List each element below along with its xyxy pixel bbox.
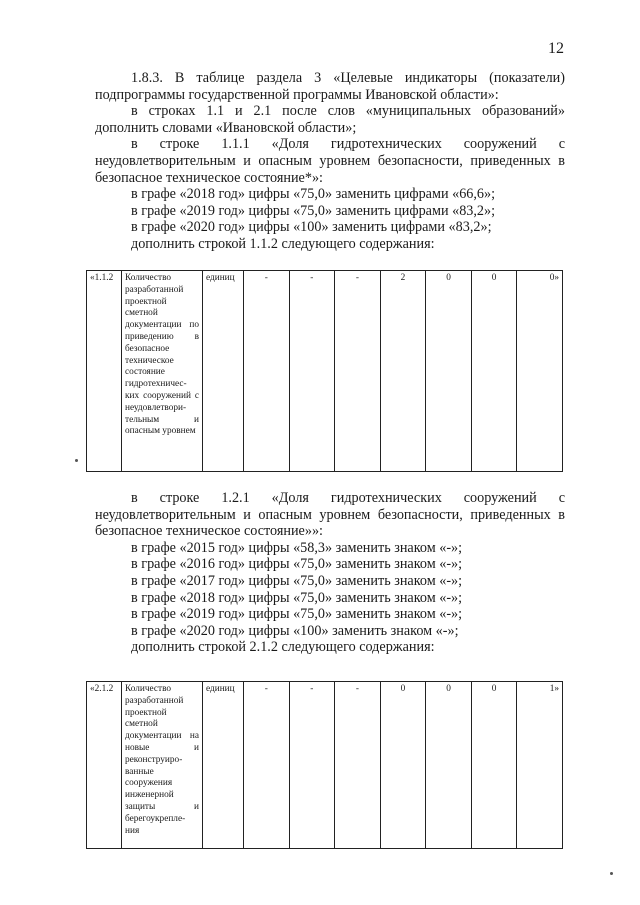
text-line: дополнить словами «Ивановской области»; — [95, 119, 357, 136]
value-cell: 0» — [517, 271, 563, 472]
scan-speck — [610, 872, 613, 875]
value-cell: - — [335, 682, 381, 849]
value-cell: - — [244, 271, 290, 472]
text-line: в строке 1.1.1 «Доля гидротехнических сооружений с — [131, 136, 565, 153]
value-cell: - — [289, 271, 335, 472]
text-line: в графе «2018 год» цифры «75,0» заменить цифрами «66,6»; — [131, 186, 496, 203]
indicator-name: Количество разработанной проектной сметной документации по приведению в безопасное техническое состояние гидротехничес-ких сооружений с неудовлетвори-тельным и опасным уровнем — [122, 271, 203, 472]
row-code: «1.1.2 — [87, 271, 122, 472]
text-line: в графе «2020 год» цифры «100» заменить знаком «-»; — [131, 622, 459, 639]
text-line: неудовлетворительным и опасным уровнем безопасности, приведенных в — [95, 152, 565, 169]
text-line: в графе «2018 год» цифры «75,0» заменить знаком «-»; — [131, 589, 463, 606]
text-line: неудовлетворительным и опасным уровнем безопасности, приведенных в — [95, 506, 565, 523]
table-row — [87, 271, 563, 472]
indicator-table-row-1-1-2 — [86, 270, 563, 472]
text-line: в строке 1.2.1 «Доля гидротехнических сооружений с — [131, 490, 565, 506]
value-cell: 1» — [517, 682, 563, 849]
indicator-table-row-2-1-2 — [86, 681, 563, 849]
text-line: в графе «2017 год» цифры «75,0» заменить знаком «-»; — [131, 572, 463, 589]
row-code: «2.1.2 — [87, 682, 122, 849]
text-line: 1.8.3. В таблице раздела 3 «Целевые индикаторы (показатели) — [131, 70, 565, 86]
value-cell: 0 — [426, 682, 472, 849]
unit-cell: единиц — [203, 682, 244, 849]
value-cell: 0 — [471, 682, 517, 849]
value-cell: 0 — [380, 682, 426, 849]
value-cell: - — [244, 682, 290, 849]
value-cell: 0 — [471, 271, 517, 472]
text-line: в графе «2020 год» цифры «100» заменить цифрами «83,2»; — [131, 219, 492, 236]
value-cell: 0 — [426, 271, 472, 472]
value-cell: - — [335, 271, 381, 472]
text-line: безопасное техническое состояние*»: — [95, 169, 323, 186]
value-cell: 2 — [380, 271, 426, 472]
text-line: в графе «2019 год» цифры «75,0» заменить знаком «-»; — [131, 606, 463, 623]
text-line: в графе «2016 год» цифры «75,0» заменить знаком «-»; — [131, 556, 463, 573]
page-number: 12 — [548, 40, 564, 57]
text-line: дополнить строкой 1.1.2 следующего содержания: — [131, 235, 435, 252]
unit-cell: единиц — [203, 271, 244, 472]
text-line: подпрограммы государственной программы Ивановской области»: — [95, 86, 499, 103]
text-line: в графе «2019 год» цифры «75,0» заменить цифрами «83,2»; — [131, 202, 496, 219]
text-line: в строках 1.1 и 2.1 после слов «муниципальных образований» — [131, 103, 565, 120]
table-row — [87, 682, 563, 849]
text-line: дополнить строкой 2.1.2 следующего содержания: — [131, 639, 435, 656]
amendment-text-2 — [95, 490, 565, 656]
indicator-name: Количество разработанной проектной сметной документации на новые и реконструиро-ванные сооружения инженерной защиты и берегоукрепле-ния — [122, 682, 203, 849]
scan-speck — [75, 459, 78, 462]
amendment-text-1 — [95, 70, 565, 253]
value-cell: - — [289, 682, 335, 849]
text-line: в графе «2015 год» цифры «58,3» заменить знаком «-»; — [131, 539, 463, 556]
text-line: безопасное техническое состояние»»: — [95, 523, 323, 540]
